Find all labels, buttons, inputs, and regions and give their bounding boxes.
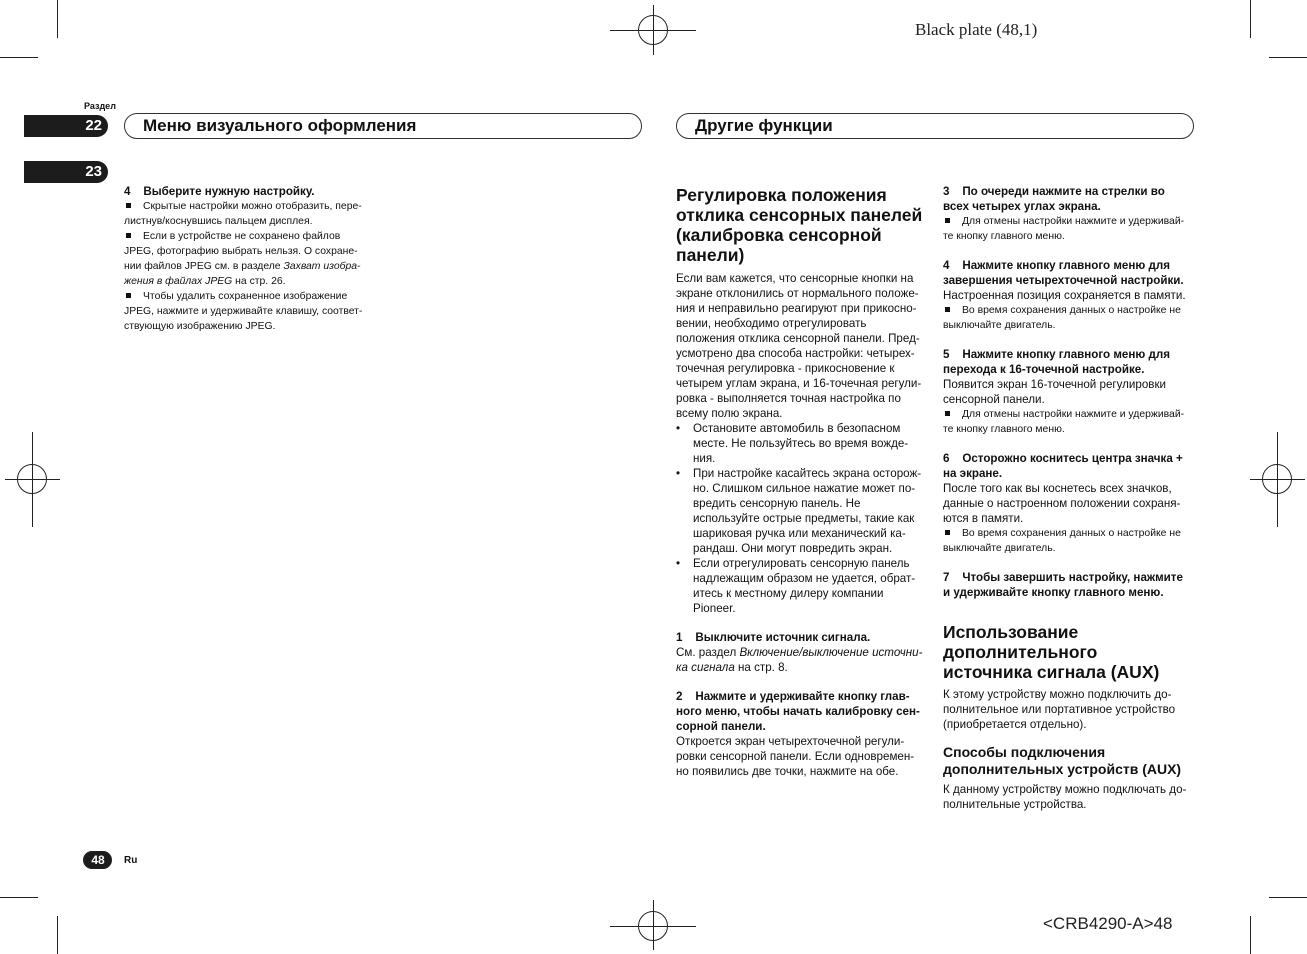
step-heading: 7 Чтобы завершить настройку, нажмите и удерживайте кнопку главного меню. xyxy=(943,571,1183,599)
step-heading: 4 Выберите нужную настройку. xyxy=(124,185,315,198)
crop-mark xyxy=(1269,57,1307,58)
document-code: <CRB4290-A>48 xyxy=(1043,914,1173,933)
step-text: После того как вы коснетесь всех значков, данные о настроенном положении сохраня- ются в памяти. xyxy=(943,482,1181,525)
crop-mark xyxy=(0,57,38,58)
section-text: К данному устройству можно подключать до- полнительные устройства. xyxy=(943,783,1187,811)
step-heading: 5 Нажмите кнопку главного меню для перехода к 16-точечной настройке. xyxy=(943,348,1170,376)
left-column xyxy=(124,184,382,334)
step-text: См. раздел Включение/выключение источни- ка сигнала на стр. 8. xyxy=(676,646,923,674)
crop-mark xyxy=(653,900,654,950)
crop-mark xyxy=(1250,0,1251,38)
note: Для отмены настройки нажмите и удерживай- те кнопку главного меню. xyxy=(943,216,1185,242)
left-header-title: Меню визуального оформления xyxy=(143,116,417,135)
step-heading: 2 Нажмите и удерживайте кнопку глав- ного меню, чтобы начать калибровку сен- сорной панели. xyxy=(676,690,920,733)
note: Чтобы удалить сохраненное изображение JPEG, нажмите и удерживайте клавишу, соответ- ствующую изображению JPEG. xyxy=(124,291,363,332)
bullet-item: • При настройке касайтесь экрана осторож- но. Слишком сильное нажатие может по- вредить сенсорную панель. Не используйте острые предметы, такие как шариковая ручка или механический ка- рандаш. Они могут повредить экран. xyxy=(676,466,931,556)
section-tab-22[interactable]: 22 xyxy=(24,115,108,137)
left-header xyxy=(124,113,642,139)
section-heading: Использование дополнительного источника сигнала (AUX) xyxy=(943,622,1160,682)
step-heading: 6 Осторожно коснитесь центра значка + на экране. xyxy=(943,452,1183,480)
crop-mark xyxy=(0,897,38,898)
right-header-title: Другие функции xyxy=(695,116,833,135)
right-column xyxy=(943,184,1198,812)
note: Скрытые настройки можно отобразить, пере- листнув/коснувшись пальцем дисплея. xyxy=(124,201,362,227)
step-heading: 3 По очереди нажмите на стрелки во всех четырех углах экрана. xyxy=(943,185,1165,213)
crop-mark xyxy=(1269,897,1307,898)
bullet-item: • Если отрегулировать сенсорную панель надлежащим образом не удается, обрат- итесь к местному дилеру компании Pioneer. xyxy=(676,556,931,616)
subsection-heading: Способы подключения дополнительных устройств (AUX) xyxy=(943,744,1182,777)
step-text: Настроенная позиция сохраняется в памяти. xyxy=(943,289,1186,302)
crop-mark xyxy=(610,926,696,927)
crop-mark xyxy=(1250,479,1305,480)
middle-column xyxy=(676,185,931,779)
section-text: К этому устройству можно подключить до- полнительное или портативное устройство (приобретается отдельно). xyxy=(943,688,1176,731)
note: Во время сохранения данных о настройке не выключайте двигатель. xyxy=(943,528,1181,554)
step-heading: 1 Выключите источник сигнала. xyxy=(676,631,871,644)
note: Для отмены настройки нажмите и удерживай- те кнопку главного меню. xyxy=(943,409,1185,435)
note: Если в устройстве не сохранено файлов JPEG, фотографию выбрать нельзя. О сохране- нии файлов JPEG см. в разделе Захват изобра- жения в файлах JPEG на стр. 26. xyxy=(124,231,361,287)
crop-mark xyxy=(610,30,696,31)
section-tab-23[interactable]: 23 xyxy=(24,161,108,183)
crop-mark xyxy=(57,916,58,954)
section-label: Раздел xyxy=(84,101,116,111)
language-label: Ru xyxy=(124,855,138,866)
note: Во время сохранения данных о настройке не выключайте двигатель. xyxy=(943,305,1181,331)
bullet-item: • Остановите автомобиль в безопасном месте. Не пользуйтесь во время вожде- ния. xyxy=(676,421,931,466)
intro-text: Если вам кажется, что сенсорные кнопки на экране отклонились от нормального положе- ния и неправильно реагируют при прикосно- вении, необходимо отрегулировать положения отклика сенсорной панели. Пред- усмотрено два способа настройки: четырех- точечная регулировка - прикосновение к четырем углам экрана, и 16-точечная регули- ровка - выполняется точная настройка по всему полю экрана. xyxy=(676,272,922,420)
step-text: Появится экран 16-точечной регулировки сенсорной панели. xyxy=(943,378,1167,406)
right-header xyxy=(676,113,1194,139)
plate-label: Black plate (48,1) xyxy=(915,20,1038,39)
step-heading: 4 Нажмите кнопку главного меню для завершения четырехточечной настройки. xyxy=(943,259,1184,287)
crop-mark xyxy=(1250,916,1251,954)
section-heading: Регулировка положения отклика сенсорных панелей (калибровка сенсорной панели) xyxy=(676,185,923,265)
step-text: Откроется экран четырехточечной регули- ровки сенсорной панели. Если одновремен- но появились две точки, нажмите на обе. xyxy=(676,735,915,778)
crop-mark xyxy=(57,0,58,38)
page-number: 48 xyxy=(84,851,112,869)
crop-mark xyxy=(5,479,60,480)
